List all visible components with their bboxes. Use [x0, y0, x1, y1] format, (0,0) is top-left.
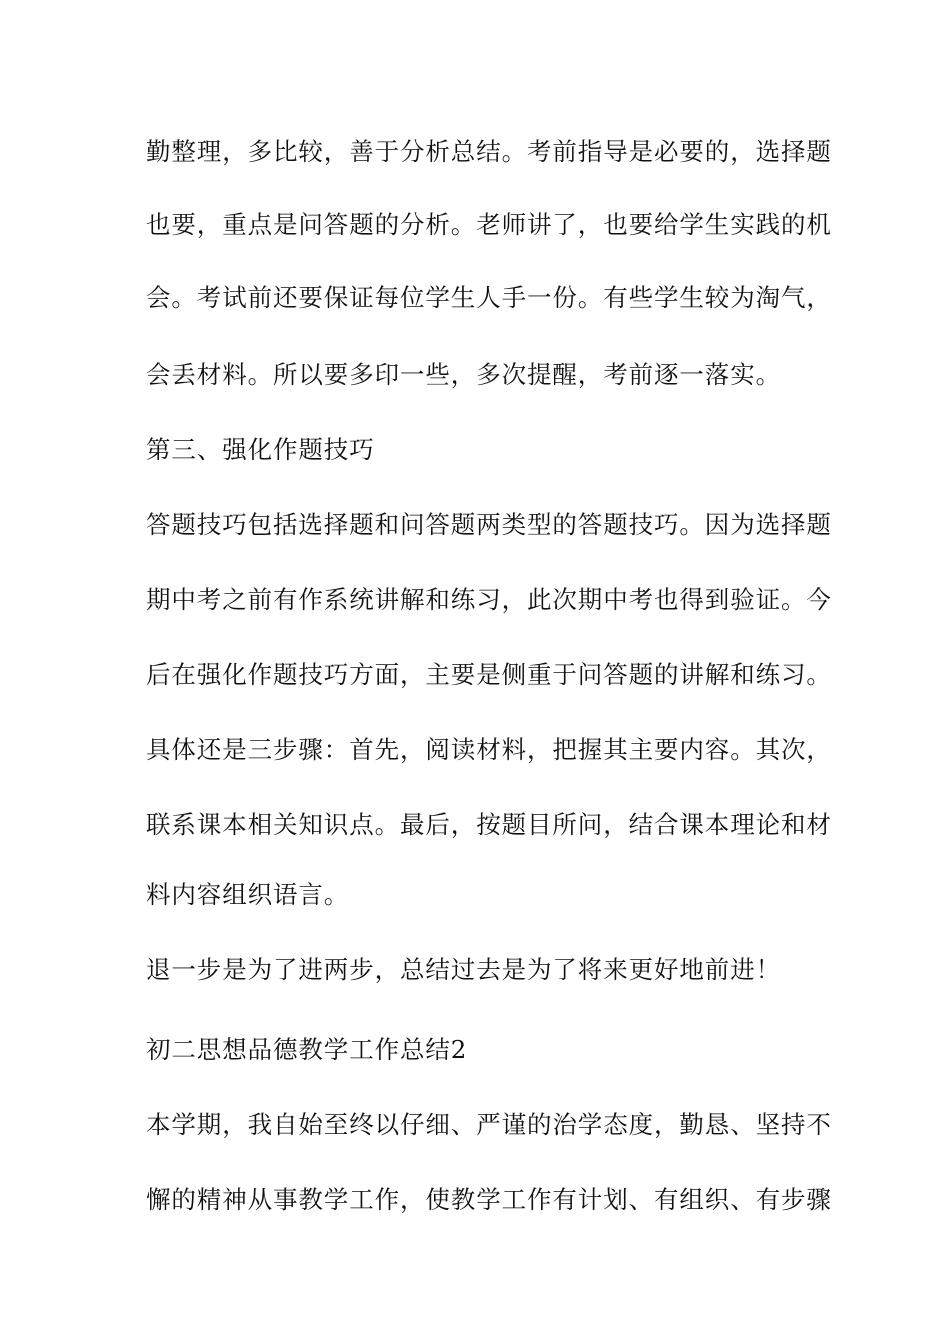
paragraph-line: 会丢材料。所以要多印一些，多次提醒，考前逐一落实。 [146, 360, 781, 389]
paragraph-line: 联系课本相关知识点。最后，按题目所问，结合课本理论和材 [146, 810, 832, 839]
paragraph-line: 本学期，我自始至终以仔细、严谨的治学态度，勤恳、坚持不 [146, 1110, 832, 1139]
paragraph-line: 退一步是为了进两步，总结过去是为了将来更好地前进！ [146, 955, 781, 984]
paragraph-line: 后在强化作题技巧方面，主要是侧重于问答题的讲解和练习。 [146, 660, 832, 689]
paragraph-line: 懈的精神从事教学工作，使教学工作有计划、有组织、有步骤 [146, 1185, 832, 1214]
paragraph-line: 料内容组织语言。 [146, 880, 350, 909]
paragraph-line: 期中考之前有作系统讲解和练习，此次期中考也得到验证。今 [146, 585, 832, 614]
paragraph-line: 会。考试前还要保证每位学生人手一份。有些学生较为淘气， [146, 283, 832, 312]
paragraph-line: 具体还是三步骤：首先，阅读材料，把握其主要内容。其次， [146, 735, 832, 764]
paragraph-line: 勤整理，多比较，善于分析总结。考前指导是必要的，选择题 [146, 137, 832, 166]
section-heading: 第三、强化作题技巧 [146, 435, 375, 464]
paragraph-line: 也要，重点是问答题的分析。老师讲了，也要给学生实践的机 [146, 210, 832, 239]
paragraph-line: 答题技巧包括选择题和问答题两类型的答题技巧。因为选择题 [146, 510, 832, 539]
section-heading: 初二思想品德教学工作总结2 [146, 1035, 468, 1064]
